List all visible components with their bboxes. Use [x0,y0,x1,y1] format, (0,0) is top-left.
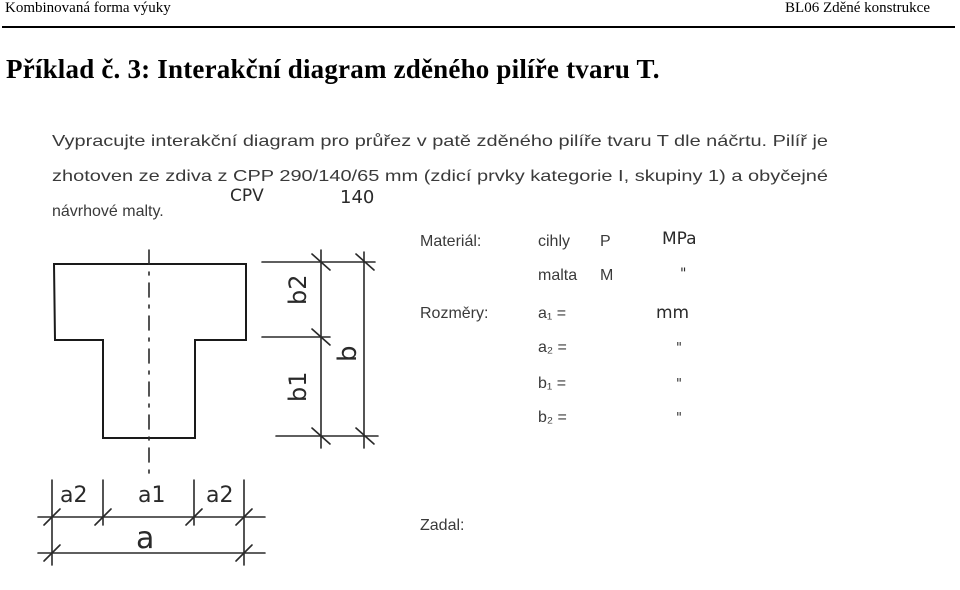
a2-label: a₂ = [538,339,567,356]
dim-a2-left-label: a2 [60,483,88,508]
task-line-3: návrhové malty. [52,203,164,220]
handwritten-cpv: CPV [230,186,264,206]
a1-unit: mm [656,303,690,323]
t-section-outline [54,264,246,438]
course-name: Kombinovaná forma výuky [5,0,171,16]
cihly-symbol: P [600,233,611,250]
zadal-label: Zadal: [420,517,465,534]
cihly-label: cihly [538,233,571,250]
malta-label: malta [538,267,578,284]
dim-a-label: a [136,521,155,556]
dim-a2-right-label: a2 [206,483,234,508]
b2-label: b₂ = [538,409,567,426]
dim-b1-label: b1 [284,371,312,402]
subject-code: BL06 Zděné konstrukce [785,0,930,16]
dim-b-label: b [333,345,363,362]
malta-symbol: M [600,267,614,284]
task-line-2: zhotoven ze zdiva z CPP 290/140/65 mm (zdicí prvky kategorie I, skupiny 1) a obyčejné [52,168,829,185]
material-label: Materiál: [420,233,482,250]
a2-unit: " [676,341,682,356]
t-section-sketch [38,250,378,565]
a1-label: a₁ = [538,305,567,322]
malta-unit: " [680,266,687,282]
handwritten-140: 140 [340,187,375,208]
b1-unit: " [676,377,682,392]
cihly-unit: MPa [662,229,697,249]
page-title: Příklad č. 3: Interakční diagram zděného pilíře tvaru T. [6,54,660,84]
b1-label: b₁ = [538,375,567,392]
rozmery-label: Rozměry: [420,305,489,322]
dim-b2-label: b2 [284,274,312,305]
task-line-1: Vypracujte interakční diagram pro průřez v patě zděného pilíře tvaru T dle náčrtu. Pilíř je [52,133,676,150]
dim-a1-label: a1 [138,483,166,508]
b2-unit: " [676,411,682,426]
